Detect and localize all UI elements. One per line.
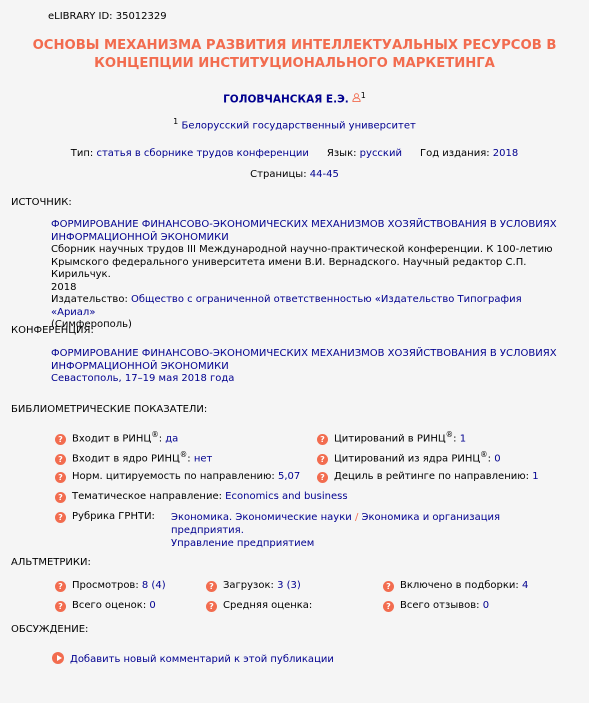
elibrary-id-value: 35012329 [115,11,167,22]
user-icon[interactable] [352,93,361,102]
reviews-row [383,600,489,612]
help-icon[interactable]: ? [317,434,328,445]
source-block [51,219,561,332]
affiliation-line [0,117,589,131]
conference-block [51,348,561,386]
title-line-2: КОНЦЕПЦИИ ИНСТИТУЦИОНАЛЬНОГО МАРКЕТИНГА [94,56,495,71]
help-icon[interactable]: ? [55,581,66,592]
grnti-values [171,511,561,550]
add-comment-row [52,652,334,665]
grnti-link-2[interactable]: Экономика и организация предприятия. [171,512,501,536]
year-label: Год издания: [419,148,490,159]
topic-value: Economics and business [225,491,348,502]
core-citations-row [317,450,501,465]
help-icon[interactable]: ? [55,434,66,445]
registered-sup: ® [445,430,454,439]
decile-label: Дециль в рейтинге по направлению: [334,471,530,482]
elibrary-id-label: eLIBRARY ID: [48,11,113,22]
help-icon[interactable]: ? [55,512,66,523]
grnti-link-2-cont[interactable]: Управление предприятием [171,538,315,549]
help-icon[interactable]: ? [317,454,328,465]
help-icon[interactable]: ? [55,472,66,483]
norm-value: 5,07 [277,471,301,482]
topic-label: Тематическое направление: [72,491,222,502]
type-value: статья в сборнике трудов конференции [96,148,309,159]
collections-value[interactable]: 4 [521,580,529,591]
grnti-separator: / [354,512,359,523]
grnti-row [55,511,155,523]
author-affil-sup: 1 [360,91,366,100]
avg-row [206,600,312,612]
core-citations-label: Цитирований из ядра РИНЦ [334,453,481,465]
source-title-line-1[interactable]: ФОРМИРОВАНИЕ ФИНАНСОВО-ЭКОНОМИЧЕСКИХ МЕХАНИЗМОВ ХОЗЯЙСТВОВАНИЯ В УСЛОВИЯХ [51,219,557,230]
core-row [55,450,212,465]
colon: : [187,453,191,465]
reviews-label: Всего отзывов: [400,600,480,611]
source-heading: ИСТОЧНИК: [11,197,72,208]
language-label: Язык: [326,148,357,159]
source-desc-line-1: Сборник научных трудов III Международной научно-практической конференции. К 100-летию [51,244,553,255]
help-icon[interactable]: ? [206,581,217,592]
publisher-link[interactable]: Общество с ограниченной ответственностью «Издательство Типография «Ариал» [51,294,522,318]
downloads-row [206,580,301,592]
norm-label: Норм. цитируемость по направлению: [72,471,275,482]
help-icon[interactable]: ? [317,472,328,483]
core-label: Входит в ядро РИНЦ [72,453,180,465]
citations-row [317,430,466,445]
publisher-label: Издательство: [51,294,128,305]
grnti-label: Рубрика ГРНТИ: [72,511,155,522]
ratings-row [55,600,156,612]
ratings-label: Всего оценок: [72,600,147,611]
help-icon[interactable]: ? [55,601,66,612]
citations-value[interactable]: 1 [459,433,467,445]
help-icon[interactable]: ? [55,492,66,503]
core-value: нет [193,453,213,465]
altmetrics-heading: АЛЬТМЕТРИКИ: [11,557,91,568]
affiliation-link[interactable]: Белорусский государственный университет [181,120,416,132]
type-label: Тип: [70,148,94,159]
pages-value: 44-45 [309,169,339,180]
registered-sup: ® [151,430,159,439]
collections-row [383,580,528,592]
decile-row [317,471,539,483]
views-row [55,580,166,592]
registered-sup: ® [179,450,188,459]
title-line-1: ОСНОВЫ МЕХАНИЗМА РАЗВИТИЯ ИНТЕЛЛЕКТУАЛЬНЫХ РЕСУРСОВ В [32,38,557,53]
conference-title-line-1[interactable]: ФОРМИРОВАНИЕ ФИНАНСОВО-ЭКОНОМИЧЕСКИХ МЕХАНИЗМОВ ХОЗЯЙСТВОВАНИЯ В УСЛОВИЯХ [51,348,557,359]
affiliation-sup: 1 [173,117,179,126]
colon: : [158,433,163,445]
collections-label: Включено в подборки: [400,580,519,591]
core-citations-value: 0 [494,453,501,465]
author-line [0,91,589,106]
source-desc-line-2: Крымского федерального университета имени В.И. Вернадского. Научный редактор С.П. Кирильчук. [51,256,527,280]
norm-row [55,471,300,483]
pages-label: Страницы: [250,169,307,180]
publisher-city: (Симферополь) [51,319,132,330]
source-title-line-2[interactable]: ИНФОРМАЦИОННОЙ ЭКОНОМИКИ [51,231,229,243]
discussion-heading: ОБСУЖДЕНИЕ: [11,624,89,635]
year-value: 2018 [492,148,519,159]
rinc-value: да [165,433,179,445]
colon: : [453,433,457,445]
avg-label: Средняя оценка: [223,600,313,611]
colon: : [487,453,492,465]
views-label: Просмотров: [72,580,139,591]
language-value: русский [359,148,402,159]
ratings-value: 0 [149,600,156,611]
citations-label: Цитирований в РИНЦ [334,433,446,445]
help-icon[interactable]: ? [383,601,394,612]
page-title [30,37,559,73]
add-comment-link[interactable]: Добавить новый комментарий к этой публикации [70,654,334,665]
play-icon[interactable] [52,652,64,664]
reviews-value: 0 [482,600,490,611]
conference-title-line-2[interactable]: ИНФОРМАЦИОННОЙ ЭКОНОМИКИ [51,360,229,372]
grnti-link-1[interactable]: Экономика. Экономические науки [171,512,352,523]
rinc-label: Входит в РИНЦ [72,433,152,445]
downloads-label: Загрузок: [223,580,274,591]
source-desc-line-3: 2018 [51,281,77,293]
pages-line [0,169,589,180]
help-icon[interactable]: ? [383,581,394,592]
views-value: 8 (4) [141,580,166,591]
publication-meta [0,148,589,159]
elibrary-id-line [48,11,167,22]
conference-heading: КОНФЕРЕНЦИЯ: [11,325,94,336]
author-link[interactable]: ГОЛОВЧАНСКАЯ Е.Э. [223,93,349,106]
downloads-value: 3 (3) [277,580,301,591]
registered-sup: ® [480,450,488,459]
rinc-row [55,430,178,445]
topic-row [55,491,348,503]
conference-place-date: Севастополь, 17–19 мая 2018 года [51,373,235,384]
help-icon[interactable]: ? [206,601,217,612]
decile-value: 1 [532,471,539,482]
biblio-heading: БИБЛИОМЕТРИЧЕСКИЕ ПОКАЗАТЕЛИ: [11,404,208,415]
help-icon[interactable]: ? [55,454,66,465]
